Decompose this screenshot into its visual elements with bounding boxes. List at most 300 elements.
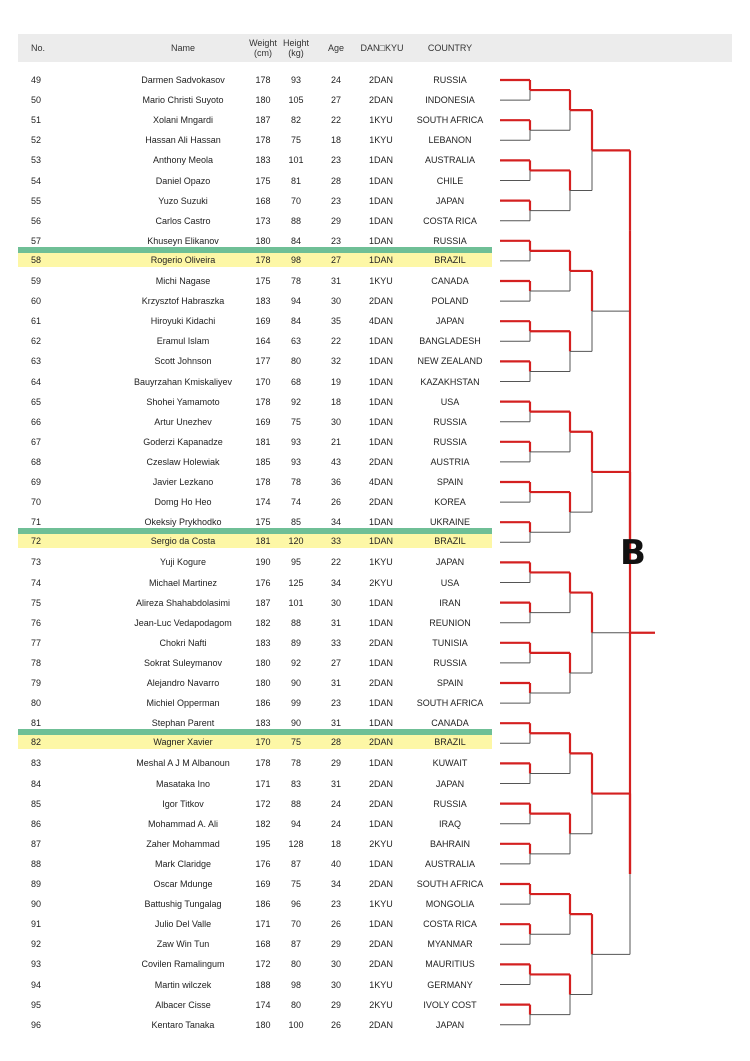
athlete-country: MAURITIUS [425, 959, 475, 970]
athlete-number: 59 [31, 276, 42, 286]
athlete-rank: 4DAN [368, 477, 393, 487]
athlete-name: Khuseyn Elikanov [147, 235, 219, 246]
athlete-rank: 1DAN [368, 617, 393, 628]
athlete-age: 40 [330, 858, 341, 869]
athlete-rank: 1DAN [368, 254, 393, 265]
athlete-age: 30 [330, 296, 341, 307]
athlete-rank: 2DAN [368, 678, 393, 688]
athlete-number: 66 [31, 416, 42, 427]
athlete-number: 51 [31, 115, 42, 126]
athlete-number: 81 [31, 718, 42, 729]
athlete-country: NEW ZEALAND [417, 356, 483, 367]
athlete-height: 128 [288, 838, 304, 849]
athlete-number: 50 [31, 95, 42, 106]
athlete-weight: 176 [255, 577, 271, 588]
athlete-name: Javier Lezkano [152, 477, 214, 487]
athlete-age: 24 [330, 818, 341, 829]
athlete-country: KOREA [434, 497, 466, 508]
athlete-country: MONGOLIA [425, 899, 475, 910]
athlete-name: Oscar Mdunge [153, 879, 213, 889]
athlete-height: 89 [290, 637, 301, 648]
athlete-age: 26 [330, 1019, 341, 1030]
athlete-weight: 178 [255, 75, 271, 85]
athlete-name: Meshal A J M Albanoun [136, 758, 230, 769]
athlete-weight: 180 [255, 678, 271, 688]
athlete-number: 61 [31, 316, 42, 327]
athlete-weight: 181 [255, 436, 271, 447]
athlete-weight: 183 [255, 155, 271, 166]
athlete-age: 34 [330, 879, 341, 889]
athlete-height: 80 [290, 959, 301, 970]
athlete-height: 105 [288, 95, 304, 106]
athlete-number: 83 [31, 758, 42, 769]
athlete-number: 57 [31, 235, 42, 246]
athlete-number: 84 [31, 778, 42, 789]
athlete-name: Shohei Yamamoto [146, 396, 220, 407]
athlete-name: Scott Johnson [154, 356, 212, 367]
athlete-age: 28 [330, 175, 341, 186]
athlete-weight: 186 [255, 899, 271, 910]
athlete-rank: 2DAN [368, 497, 393, 508]
athlete-rank: 4DAN [368, 316, 393, 327]
athlete-country: AUSTRALIA [424, 858, 475, 869]
athlete-number: 76 [31, 617, 42, 628]
athlete-country: IVOLY COST [423, 999, 477, 1010]
athlete-rank: 1DAN [368, 858, 393, 869]
athlete-name: Xolani Mngardi [152, 115, 214, 126]
header-age: Age [327, 43, 344, 53]
athlete-country: GERMANY [427, 979, 473, 990]
athlete-height: 78 [290, 276, 301, 286]
athlete-number: 96 [31, 1019, 42, 1030]
athlete-name: Michiel Opperman [146, 698, 220, 709]
athlete-weight: 168 [255, 195, 271, 206]
athlete-height: 88 [290, 215, 301, 226]
athlete-weight: 172 [255, 959, 271, 970]
athlete-name: Sergio da Costa [150, 536, 216, 547]
athlete-weight: 183 [255, 718, 271, 729]
athlete-weight: 178 [255, 135, 271, 146]
athlete-name: Anthony Meola [152, 155, 214, 166]
athlete-weight: 182 [255, 617, 271, 628]
athlete-age: 28 [330, 737, 341, 748]
athlete-country: BRAZIL [434, 737, 466, 748]
athlete-name: Yuzo Suzuki [158, 195, 208, 206]
athlete-weight: 178 [255, 254, 271, 265]
header-height-line1: Height [282, 38, 309, 48]
athlete-height: 74 [290, 497, 301, 508]
athlete-age: 24 [330, 798, 341, 809]
athlete-rank: 2KYU [369, 838, 393, 849]
athlete-weight: 183 [255, 296, 271, 307]
athlete-weight: 178 [255, 477, 271, 487]
athlete-rank: 2DAN [368, 95, 393, 106]
athlete-rank: 1DAN [368, 718, 393, 729]
athlete-age: 29 [330, 999, 341, 1010]
athlete-age: 33 [330, 637, 341, 648]
athlete-height: 94 [290, 296, 301, 307]
athlete-height: 75 [290, 416, 301, 427]
athlete-weight: 171 [255, 919, 271, 930]
athlete-country: BRAZIL [434, 254, 466, 265]
athlete-height: 87 [290, 939, 301, 950]
athlete-name: Mohammad A. Ali [147, 818, 219, 829]
athlete-age: 23 [330, 195, 341, 206]
athlete-country: JAPAN [435, 195, 465, 206]
athlete-weight: 170 [255, 737, 271, 748]
athlete-number: 90 [31, 899, 42, 910]
athlete-country: COSTA RICA [423, 215, 477, 226]
athlete-weight: 170 [255, 376, 271, 387]
athlete-number: 68 [31, 456, 42, 467]
athlete-name: Okeksiy Prykhodko [144, 517, 222, 528]
athlete-number: 70 [31, 497, 42, 508]
athlete-name: Daniel Opazo [155, 175, 211, 186]
athlete-country: CANADA [431, 718, 469, 729]
athlete-age: 23 [330, 235, 341, 246]
athlete-weight: 169 [255, 879, 271, 889]
athlete-name: Albacer Cisse [155, 999, 211, 1010]
header-name: Name [170, 43, 195, 53]
athlete-number: 91 [31, 919, 42, 930]
athlete-rank: 1DAN [368, 396, 393, 407]
athlete-weight: 178 [255, 758, 271, 769]
athlete-rank: 1DAN [368, 698, 393, 709]
athlete-weight: 168 [255, 939, 271, 950]
athlete-name: Wagner Xavier [153, 737, 213, 748]
athlete-rank: 1DAN [368, 376, 393, 387]
athlete-height: 87 [290, 858, 301, 869]
athlete-country: BRAZIL [434, 536, 466, 547]
pool-label: B [620, 533, 646, 573]
athlete-country: AUSTRIA [430, 456, 470, 467]
athlete-country: KUWAIT [432, 758, 468, 769]
athlete-rank: 2KYU [369, 999, 393, 1010]
athlete-country: SPAIN [436, 678, 464, 688]
athlete-height: 81 [290, 175, 301, 186]
athlete-age: 43 [330, 456, 341, 467]
athlete-rank: 1DAN [368, 215, 393, 226]
athlete-name: Alireza Shahabdolasimi [135, 597, 231, 608]
athlete-rank: 1DAN [368, 758, 393, 769]
athlete-name: Carlos Castro [155, 215, 211, 226]
athlete-name: Zaw Win Tun [156, 939, 210, 950]
athlete-height: 94 [290, 818, 301, 829]
athlete-age: 26 [330, 497, 341, 508]
athlete-weight: 190 [255, 557, 271, 568]
athlete-rank: 1DAN [368, 597, 393, 608]
athlete-rank: 1DAN [368, 436, 393, 447]
athlete-country: UKRAINE [429, 517, 470, 528]
athlete-number: 77 [31, 637, 42, 648]
athlete-number: 58 [31, 254, 42, 265]
athlete-height: 93 [290, 436, 301, 447]
athlete-rank: 2DAN [368, 939, 393, 950]
athlete-country: CANADA [431, 276, 469, 286]
athlete-rank: 1DAN [368, 336, 393, 347]
athlete-age: 23 [330, 899, 341, 910]
athlete-country: SPAIN [436, 477, 464, 487]
athlete-height: 75 [290, 135, 301, 146]
athlete-number: 75 [31, 597, 42, 608]
athlete-height: 80 [290, 999, 301, 1010]
athlete-number: 53 [31, 155, 42, 166]
athlete-age: 31 [330, 718, 341, 729]
athlete-height: 70 [290, 919, 301, 930]
athlete-rank: 1DAN [368, 536, 393, 547]
athlete-rank: 2DAN [368, 737, 393, 748]
athlete-height: 82 [290, 115, 301, 126]
athlete-name: Hiroyuki Kidachi [150, 316, 216, 327]
athlete-rank: 1KYU [369, 979, 393, 990]
athlete-number: 54 [31, 175, 42, 186]
athlete-age: 30 [330, 979, 341, 990]
athlete-weight: 183 [255, 637, 271, 648]
athlete-number: 60 [31, 296, 42, 307]
athlete-number: 74 [31, 577, 42, 588]
athlete-number: 73 [31, 557, 42, 568]
athlete-name: Battushig Tungalag [144, 899, 222, 910]
athlete-country: COSTA RICA [423, 919, 477, 930]
header-height-line2: (kg) [288, 48, 304, 58]
athlete-weight: 174 [255, 497, 271, 508]
athlete-height: 93 [290, 75, 301, 85]
athlete-country: KAZAKHSTAN [420, 376, 480, 387]
athlete-number: 79 [31, 678, 42, 688]
athlete-name: Mario Christi Suyoto [142, 95, 224, 106]
athlete-number: 92 [31, 939, 42, 950]
athlete-name: Igor Titkov [162, 798, 204, 809]
athlete-weight: 181 [255, 536, 271, 547]
athlete-weight: 173 [255, 215, 271, 226]
athlete-height: 98 [290, 979, 301, 990]
athlete-height: 75 [290, 737, 301, 748]
athlete-name: Bauyrzahan Kmiskaliyev [133, 376, 233, 387]
athlete-country: MYANMAR [427, 939, 473, 950]
athlete-age: 34 [330, 517, 341, 528]
athlete-number: 55 [31, 195, 42, 206]
athlete-country: IRAN [439, 597, 461, 608]
athlete-name: Hassan Ali Hassan [145, 135, 221, 146]
athlete-weight: 185 [255, 456, 271, 467]
athlete-country: USA [440, 577, 460, 588]
athlete-age: 29 [330, 939, 341, 950]
athlete-name: Kentaro Tanaka [151, 1019, 215, 1030]
athlete-age: 29 [330, 758, 341, 769]
athlete-name: Mark Claridge [154, 858, 212, 869]
athlete-weight: 175 [255, 517, 271, 528]
athlete-name: Chokri Nafti [159, 637, 207, 648]
athlete-height: 93 [290, 456, 301, 467]
athlete-height: 99 [290, 698, 301, 709]
athlete-country: CHILE [436, 175, 464, 186]
athlete-weight: 177 [255, 356, 271, 367]
athlete-rank: 1KYU [369, 115, 393, 126]
athlete-number: 87 [31, 838, 42, 849]
athlete-weight: 186 [255, 698, 271, 709]
athlete-height: 101 [288, 155, 304, 166]
athlete-country: RUSSIA [433, 235, 467, 246]
athlete-name: Rogerio Oliveira [150, 254, 216, 265]
athlete-name: Zaher Mohammad [146, 838, 220, 849]
athlete-age: 22 [330, 557, 341, 568]
athlete-age: 19 [330, 376, 341, 387]
athlete-age: 36 [330, 477, 341, 487]
athlete-height: 70 [290, 195, 301, 206]
athlete-rank: 1KYU [369, 276, 393, 286]
athlete-number: 65 [31, 396, 42, 407]
athlete-height: 84 [290, 316, 301, 327]
athlete-country: RUSSIA [433, 416, 467, 427]
athlete-age: 27 [330, 657, 341, 668]
athlete-rank: 1KYU [369, 557, 393, 568]
athlete-height: 100 [288, 1019, 304, 1030]
athlete-rank: 2DAN [368, 778, 393, 789]
athlete-weight: 172 [255, 798, 271, 809]
athlete-name: Darmen Sadvokasov [141, 75, 225, 85]
athlete-rank: 2DAN [368, 879, 393, 889]
athlete-number: 69 [31, 477, 42, 487]
athlete-height: 78 [290, 477, 301, 487]
athlete-number: 56 [31, 215, 42, 226]
athlete-age: 27 [330, 95, 341, 106]
athlete-country: SOUTH AFRICA [416, 698, 484, 709]
athlete-rank: 1DAN [368, 155, 393, 166]
athlete-height: 120 [288, 536, 304, 547]
athlete-age: 18 [330, 838, 341, 849]
header-no: No. [31, 43, 46, 53]
athlete-country: RUSSIA [433, 436, 467, 447]
athlete-rank: 2DAN [368, 296, 393, 307]
athlete-weight: 175 [255, 276, 271, 286]
athlete-age: 31 [330, 778, 341, 789]
athlete-number: 86 [31, 818, 42, 829]
athlete-weight: 164 [255, 336, 271, 347]
athlete-height: 68 [290, 376, 301, 387]
athlete-height: 90 [290, 718, 301, 729]
athlete-name: Masataka Ino [155, 778, 211, 789]
athlete-age: 23 [330, 698, 341, 709]
athlete-name: Michael Martinez [148, 577, 218, 588]
athlete-rank: 1DAN [368, 416, 393, 427]
athlete-country: TUNISIA [432, 637, 468, 648]
header-weight-line2: (cm) [254, 48, 272, 58]
athlete-age: 30 [330, 959, 341, 970]
athlete-age: 30 [330, 597, 341, 608]
athlete-weight: 169 [255, 316, 271, 327]
athlete-weight: 178 [255, 396, 271, 407]
athlete-rank: 2DAN [368, 959, 393, 970]
athlete-name: Michi Nagase [155, 276, 211, 286]
athlete-number: 89 [31, 879, 42, 889]
athlete-height: 90 [290, 678, 301, 688]
athlete-age: 22 [330, 115, 341, 126]
athlete-age: 29 [330, 215, 341, 226]
athlete-height: 80 [290, 356, 301, 367]
athlete-name: Alejandro Navarro [146, 678, 220, 688]
athlete-rank: 2DAN [368, 637, 393, 648]
athlete-height: 92 [290, 657, 301, 668]
athlete-country: BAHRAIN [429, 838, 470, 849]
athlete-height: 63 [290, 336, 301, 347]
athlete-country: RUSSIA [433, 798, 467, 809]
athlete-age: 31 [330, 617, 341, 628]
athlete-height: 98 [290, 254, 301, 265]
athlete-rank: 2DAN [368, 1019, 393, 1030]
athlete-rank: 1DAN [368, 195, 393, 206]
athlete-weight: 180 [255, 235, 271, 246]
athlete-weight: 195 [255, 838, 271, 849]
athlete-name: Domg Ho Heo [154, 497, 212, 508]
athlete-country: RUSSIA [433, 75, 467, 85]
athlete-country: REUNION [429, 617, 471, 628]
athlete-number: 85 [31, 798, 42, 809]
athlete-height: 75 [290, 879, 301, 889]
athlete-height: 125 [288, 577, 304, 588]
athlete-number: 63 [31, 356, 42, 367]
athlete-number: 67 [31, 436, 42, 447]
athlete-age: 34 [330, 577, 341, 588]
athlete-number: 62 [31, 336, 42, 347]
athlete-number: 94 [31, 979, 42, 990]
athlete-number: 82 [31, 737, 42, 748]
athlete-country: IRAQ [438, 818, 461, 829]
athlete-height: 95 [290, 557, 301, 568]
athlete-rank: 1DAN [368, 517, 393, 528]
athlete-height: 101 [288, 597, 304, 608]
athlete-weight: 187 [255, 597, 271, 608]
athlete-age: 18 [330, 396, 341, 407]
athlete-age: 31 [330, 276, 341, 286]
athlete-number: 88 [31, 858, 42, 869]
athlete-height: 83 [290, 778, 301, 789]
athlete-height: 78 [290, 758, 301, 769]
athlete-weight: 187 [255, 115, 271, 126]
athlete-weight: 180 [255, 1019, 271, 1030]
athlete-country: SOUTH AFRICA [416, 115, 484, 126]
athlete-height: 88 [290, 798, 301, 809]
athlete-rank: 1KYU [369, 135, 393, 146]
athlete-age: 21 [330, 436, 341, 447]
athlete-country: JAPAN [435, 557, 465, 568]
athlete-age: 18 [330, 135, 341, 146]
athlete-country: RUSSIA [433, 657, 467, 668]
athlete-rank: 1DAN [368, 356, 393, 367]
athlete-rank: 2DAN [368, 798, 393, 809]
athlete-country: POLAND [431, 296, 469, 307]
athlete-name: Yuji Kogure [159, 557, 207, 568]
athlete-number: 72 [31, 536, 42, 547]
athlete-rank: 1DAN [368, 235, 393, 246]
athlete-name: Artur Unezhev [154, 416, 212, 427]
athlete-rank: 1DAN [368, 818, 393, 829]
athlete-name: Jean-Luc Vedapodagom [134, 617, 232, 628]
athlete-age: 22 [330, 336, 341, 347]
athlete-age: 33 [330, 536, 341, 547]
athlete-country: AUSTRALIA [424, 155, 475, 166]
athlete-rank: 1DAN [368, 657, 393, 668]
athlete-name: Eramul Islam [156, 336, 210, 347]
athlete-name: Sokrat Suleymanov [143, 657, 223, 668]
athlete-weight: 176 [255, 858, 271, 869]
athlete-name: Czeslaw Holewiak [146, 456, 220, 467]
athlete-height: 92 [290, 396, 301, 407]
athlete-height: 96 [290, 899, 301, 910]
athlete-name: Martin wilczek [154, 979, 212, 990]
athlete-weight: 180 [255, 95, 271, 106]
athlete-weight: 188 [255, 979, 271, 990]
athlete-rank: 2DAN [368, 75, 393, 85]
